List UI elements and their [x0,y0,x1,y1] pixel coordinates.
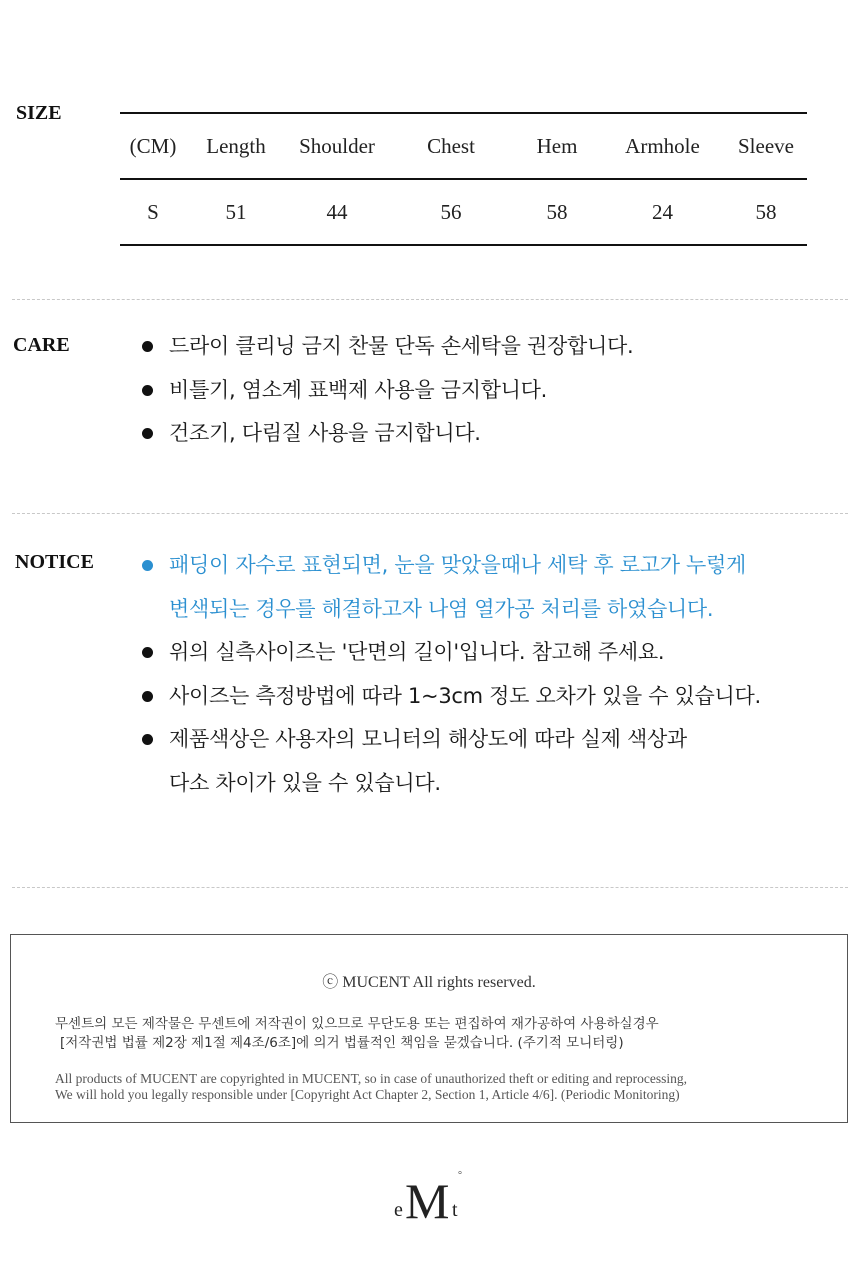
size-cell-size: S [147,199,159,224]
size-header-shoulder: Shoulder [299,133,375,158]
size-cell-hem: 58 [546,199,568,224]
logo-icon [392,1168,468,1228]
list-item-continuation [142,762,761,806]
notice-item-text: 제품색상은 사용자의 모니터의 해상도에 따라 실제 색상과 [169,727,687,751]
care-item-text: 드라이 클리닝 금지 찬물 단독 손세탁을 권장합니다. [169,334,634,358]
size-table [120,112,807,246]
bullet-icon [142,385,153,396]
list-item [142,412,633,456]
logo-center-letter: M [405,1173,450,1228]
bullet-icon [142,341,153,352]
size-header-armhole: Armhole [625,133,700,158]
table-row [120,179,807,245]
logo-registered-mark: ° [458,1170,462,1181]
size-header-sleeve: Sleeve [738,133,794,158]
copyright-box [10,934,848,1123]
list-item-continuation [142,588,761,632]
notice-section-label: NOTICE [15,551,94,573]
notice-item-text: 위의 실측사이즈는 '단면의 길이'입니다. 참고해 주세요. [169,640,665,664]
bullet-icon [142,691,153,702]
logo-right-letter: t [452,1199,458,1221]
bullet-icon [142,734,153,745]
notice-item-text: 다소 차이가 있을 수 있습니다. [169,770,441,795]
list-item [142,675,761,719]
copyright-english-line: We will hold you legally responsible under [Copyright Act Chapter 2, Section 1, Article 4/6]. (Periodic Monitoring) [55,1087,680,1102]
care-section-label: CARE [13,334,70,356]
size-header-length: Length [206,133,266,158]
care-list [142,325,633,456]
size-cell-chest: 56 [440,199,462,224]
list-item [142,544,761,588]
divider [12,299,848,300]
list-item [142,325,633,369]
notice-item-text: 사이즈는 측정방법에 따라 1~3cm 정도 오차가 있을 수 있습니다. [169,683,761,708]
size-header-chest: Chest [427,133,475,158]
size-cell-shoulder: 44 [326,199,348,224]
size-header-hem: Hem [536,133,578,158]
size-cell-length: 51 [225,199,247,224]
size-header-unit: (CM) [129,133,177,158]
divider [12,887,848,888]
copyright-korean-line: 무센트의 모든 제작물은 무센트에 저작권이 있으므로 무단도용 또는 편집하여 재가공하여 사용하실경우 [55,1016,659,1032]
list-item [142,718,761,762]
notice-highlight-text: 패딩이 자수로 표현되면, 눈을 맞았을때나 세탁 후 로고가 누렇게 [169,553,747,577]
copyright-korean-line: [저작권법 법률 제2장 제1절 제4조/6조]에 의거 법률적인 책임을 묻겠습니다. (주기적 모니터링) [60,1035,624,1051]
copyright-title: ⓒ MUCENT All rights reserved. [322,974,536,991]
care-item-text: 비틀기, 염소계 표백제 사용을 금지합니다. [169,377,548,402]
list-item [142,631,761,675]
size-section-label: SIZE [16,102,62,124]
copyright-english-line: All products of MUCENT are copyrighted in MUCENT, so in case of unauthorized theft or editing and reprocessing, [55,1071,687,1086]
size-cell-armhole: 24 [652,199,673,224]
care-item-text: 건조기, 다림질 사용을 금지합니다. [169,421,481,445]
size-cell-sleeve: 58 [755,199,777,224]
bullet-icon [142,560,153,571]
logo-left-letter: e [394,1199,403,1221]
divider [12,513,848,514]
size-table-header-row [120,113,807,179]
notice-highlight-text: 변색되는 경우를 해결하고자 나염 열가공 처리를 하였습니다. [169,596,714,621]
bullet-icon [142,428,153,439]
list-item [142,369,633,413]
bullet-icon [142,647,153,658]
mucent-logo [392,1168,468,1228]
notice-list [142,544,761,805]
